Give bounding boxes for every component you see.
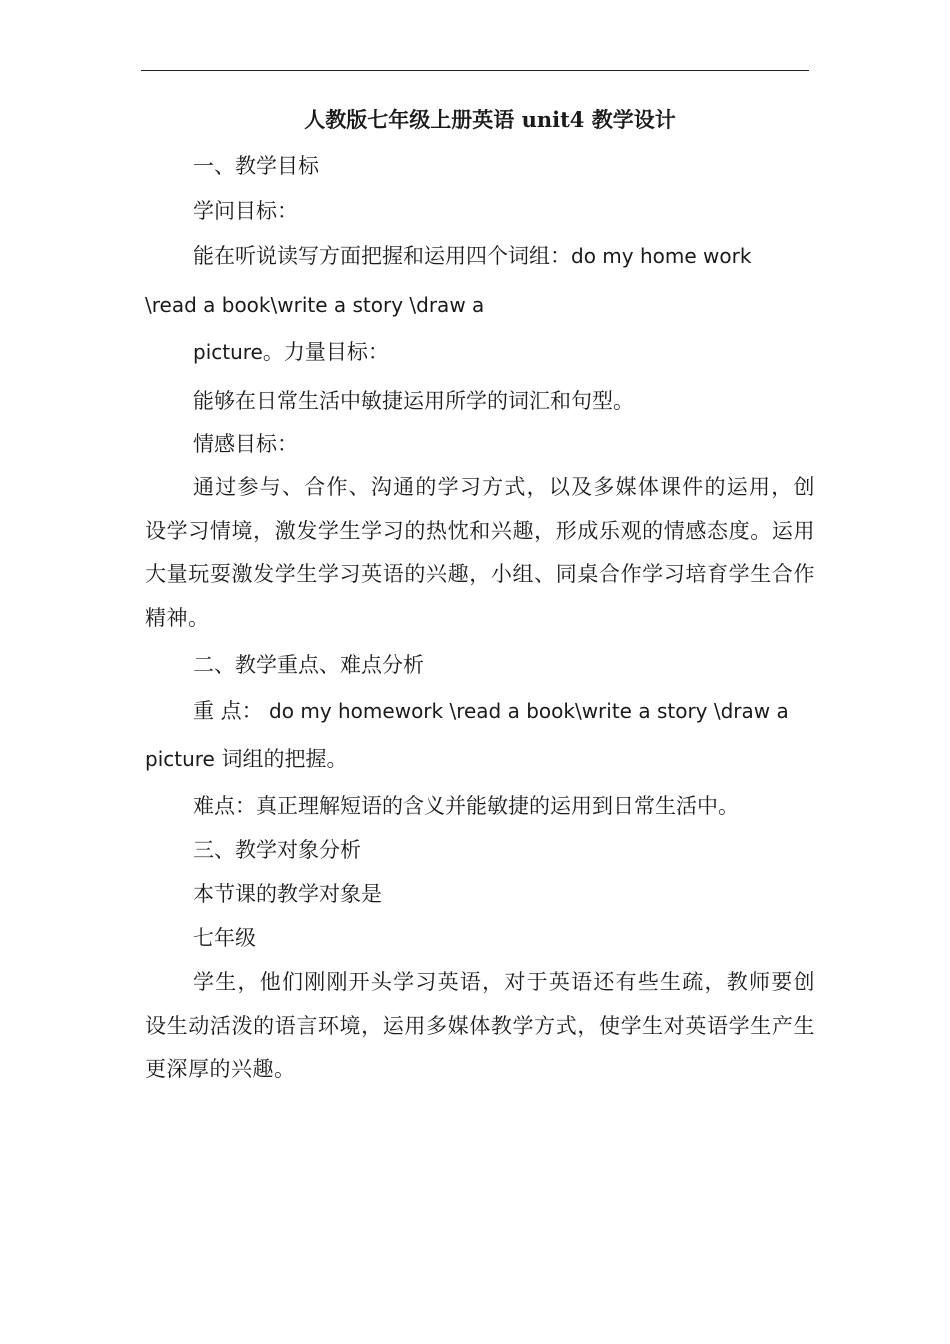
knowledge-objective-line1 (193, 240, 751, 272)
knowledge-objective-line2: \read a book\write a story \draw a (145, 293, 485, 317)
header-rule (141, 70, 809, 71)
key-point-label: 重 点： (193, 699, 263, 723)
difficulty-text: 难点：真正理解短语的含义并能敏捷的运用到日常生活中。 (193, 794, 739, 818)
key-point-line2-en: picture (145, 747, 215, 771)
knowledge-line3-en: picture (193, 340, 263, 364)
key-point-line1 (193, 695, 789, 727)
knowledge-line1-cn: 能在听说读写方面把握和运用四个词组： (193, 244, 571, 268)
key-point-line1-en: do my homework \read a book\write a story \draw a (262, 699, 789, 723)
knowledge-objective-line3 (193, 336, 389, 368)
key-point-line2-cn: 词组的把握。 (214, 747, 348, 771)
ability-objective-label: 。力量目标： (262, 340, 389, 364)
object-analysis-text: 学生，他们刚刚开头学习英语，对于英语还有些生疏，教师要创设生动活泼的语言环境，运用多媒体教学方式，使学生对英语学生产生更深厚的兴趣。 (145, 970, 815, 1081)
key-point-line2 (145, 743, 348, 775)
document-title: 人教版七年级上册英语 unit4 教学设计 (304, 107, 676, 132)
section-heading-key-points: 二、教学重点、难点分析 (193, 653, 424, 677)
ability-objective-text: 能够在日常生活中敏捷运用所学的词汇和句型。 (193, 389, 634, 413)
knowledge-objective-label: 学问目标： (193, 199, 298, 223)
knowledge-line1-en: do my home work (571, 244, 752, 268)
object-line2: 七年级 (193, 926, 256, 950)
object-line1: 本节课的教学对象是 (193, 882, 382, 906)
section-heading-objects: 三、教学对象分析 (193, 838, 361, 862)
section-heading-objectives: 一、教学目标 (193, 154, 319, 178)
emotion-objective-label: 情感目标： (193, 432, 298, 456)
emotion-objective-text: 通过参与、合作、沟通的学习方式，以及多媒体课件的运用，创设学习情境，激发学生学习的热忱和兴趣，形成乐观的情感态度。运用大量玩耍激发学生学习英语的兴趣，小组、同桌合作学习培育学生合作精神。 (145, 475, 815, 630)
